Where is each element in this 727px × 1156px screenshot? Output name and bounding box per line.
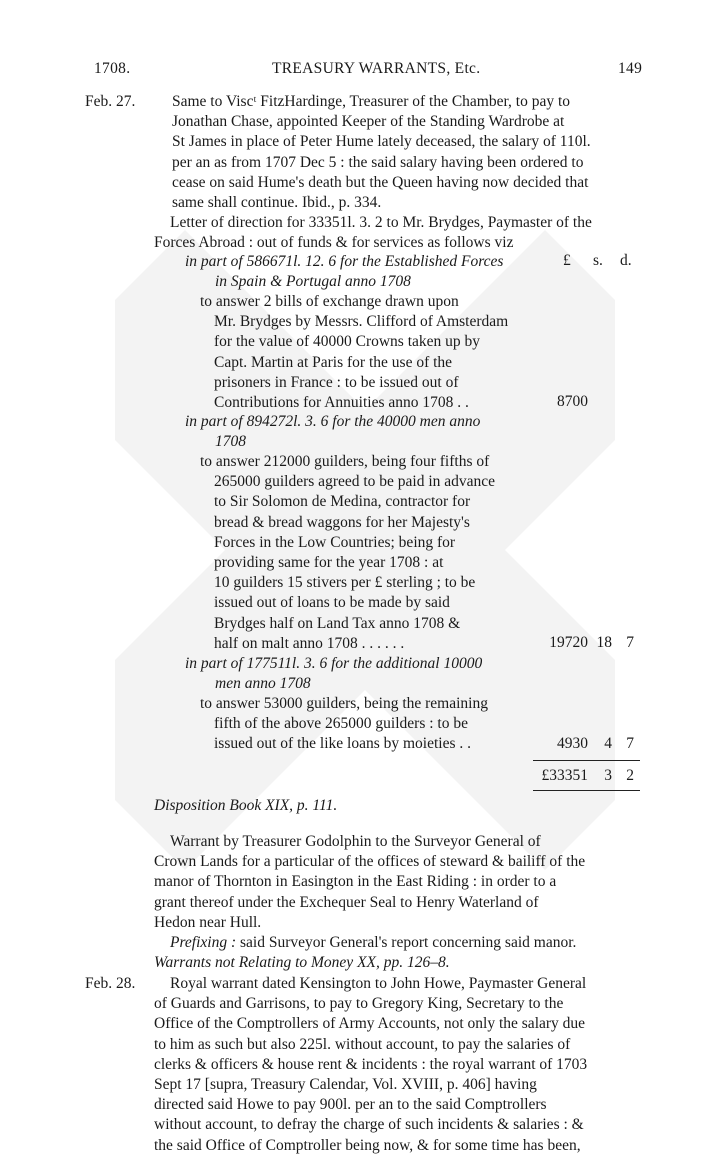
entry-paragraph: [172, 92, 642, 213]
amount-pounds: 8700: [557, 393, 588, 410]
text-line: Jonathan Chase, appointed Keeper of the Standing Wardrobe at: [172, 113, 565, 131]
text-line: 265000 guilders agreed to be paid in advance: [214, 473, 496, 491]
royal-warrant-paragraph: [154, 974, 644, 1156]
source-citation: Warrants not Relating to Money XX, pp. 126–8.: [154, 954, 450, 972]
text-line: Office of the Comptrollers of Army Accounts, not only the salary due: [154, 1015, 586, 1033]
amount-shillings: 18: [596, 634, 612, 651]
warrant-paragraph: [154, 832, 644, 973]
total-pence: 2: [626, 767, 634, 784]
text-line: Capt. Martin at Paris for the use of the: [214, 353, 453, 371]
text-line: to answer 53000 guilders, being the remaining: [200, 695, 488, 712]
text-line: in part of 177511l. 3. 6 for the additional 10000: [185, 655, 483, 672]
text-line: Same to Viscᵗ FitzHardinge, Treasurer of the Chamber, to pay to: [172, 93, 571, 110]
item-heading: [185, 654, 555, 694]
text-line: issued out of the like loans by moieties . .: [214, 735, 472, 753]
letter-intro: [154, 213, 644, 253]
text-line: St James in place of Peter Hume lately deceased, the salary of 110l.: [172, 133, 591, 151]
amount-pounds: 19720: [549, 634, 588, 651]
text-line: fifth of the above 265000 guilders : to be: [214, 715, 468, 733]
text-line: in part of 586671l. 12. 6 for the Established Forces: [185, 253, 504, 270]
item-body: [200, 292, 535, 413]
total-pounds: £33351: [541, 767, 588, 784]
text-line: grant thereof under the Exchequer Seal to Henry Waterland of: [154, 893, 539, 911]
text-line: Hedon near Hull.: [154, 913, 262, 931]
text-line: the said Office of Comptroller being now, & for some time has been,: [154, 1136, 581, 1154]
text-line: to Sir Solomon de Medina, contractor for: [214, 493, 471, 511]
text-line: in part of 894272l. 3. 6 for the 40000 men anno: [185, 413, 481, 430]
text-line: 10 guilders 15 stivers per £ sterling ; to be: [214, 574, 476, 592]
item-heading: [185, 252, 555, 292]
prefixing-text: said Surveyor General's report concerning said manor.: [236, 934, 577, 952]
total-rule-top: [533, 760, 640, 761]
text-line: 1708: [215, 433, 246, 451]
text-line: Forces in the Low Countries; being for: [214, 533, 456, 551]
text-line: to him as such but also 225l. without account, to pay the salaries of: [154, 1035, 571, 1053]
text-line: men anno 1708: [215, 675, 311, 693]
text-line: per an as from 1707 Dec 5 : the said salary having been ordered to: [172, 153, 584, 171]
text-line: Contributions for Annuities anno 1708 . .: [214, 394, 469, 412]
entry-date: Feb. 28.: [85, 975, 136, 992]
total-shillings: 3: [604, 767, 612, 784]
text-line: directed said Howe to pay 900l. per an to the said Comptrollers: [154, 1096, 547, 1114]
item-body: [200, 694, 535, 755]
amount-shillings: 4: [604, 735, 612, 752]
text-line: clerks & officers & house rent & incidents : the royal warrant of 1703: [154, 1055, 588, 1073]
text-line: Forces Abroad : out of funds & for services as follows viz: [154, 234, 514, 252]
text-line: Brydges half on Land Tax anno 1708 &: [214, 614, 461, 632]
amount-pounds: 4930: [557, 735, 588, 752]
header-shillings: s.: [593, 252, 603, 269]
header-year: 1708.: [94, 60, 131, 77]
header-pounds: £: [563, 252, 571, 269]
text-line: bread & bread waggons for her Majesty's: [214, 513, 470, 531]
item-body: [200, 452, 535, 654]
running-title: TREASURY WARRANTS, Etc.: [272, 60, 481, 77]
text-line: Sept 17 [supra, Treasury Calendar, Vol. XVIII, p. 406] having: [154, 1076, 537, 1094]
source-citation: Disposition Book XIX, p. 111.: [154, 797, 338, 814]
text-line: Mr. Brydges by Messrs. Clifford of Amsterdam: [214, 313, 509, 331]
text-line: Letter of direction for 33351l. 3. 2 to Mr. Brydges, Paymaster of the: [170, 214, 592, 231]
amount-pence: 7: [626, 634, 634, 651]
text-line: Crown Lands for a particular of the offices of steward & bailiff of the: [154, 853, 586, 871]
text-line: half on malt anno 1708 . . . . . .: [214, 634, 405, 652]
text-line: to answer 2 bills of exchange drawn upon: [200, 293, 459, 310]
item-heading: [185, 412, 555, 452]
header-pence: d.: [620, 252, 632, 269]
text-line: same shall continue. Ibid., p. 334.: [172, 194, 382, 212]
text-line: in Spain & Portugal anno 1708: [215, 273, 411, 291]
entry-date: Feb. 27.: [85, 93, 136, 110]
text-line: Royal warrant dated Kensington to John Howe, Paymaster General: [170, 975, 587, 992]
text-line: for the value of 40000 Crowns taken up by: [214, 333, 481, 351]
text-line: prisoners in France : to be issued out of: [214, 373, 459, 391]
text-line: without account, to defray the charge of such incidents & salaries : &: [154, 1116, 584, 1134]
text-line: cease on said Hume's death but the Queen having now decided that: [172, 173, 589, 191]
text-line: manor of Thornton in Easington in the East Riding : in order to a: [154, 873, 557, 891]
prefixing-label: Prefixing :: [170, 934, 237, 952]
text-line: of Guards and Garrisons, to pay to Gregory King, Secretary to the: [154, 995, 564, 1013]
text-line: Warrant by Treasurer Godolphin to the Surveyor General of: [170, 833, 541, 850]
total-rule-bottom: [533, 790, 640, 791]
text-line: issued out of loans to be made by said: [214, 594, 450, 612]
text-line: to answer 212000 guilders, being four fifths of: [200, 453, 490, 470]
page-number: 149: [618, 60, 643, 77]
text-line: providing same for the year 1708 : at: [214, 554, 444, 572]
amount-pence: 7: [626, 735, 634, 752]
